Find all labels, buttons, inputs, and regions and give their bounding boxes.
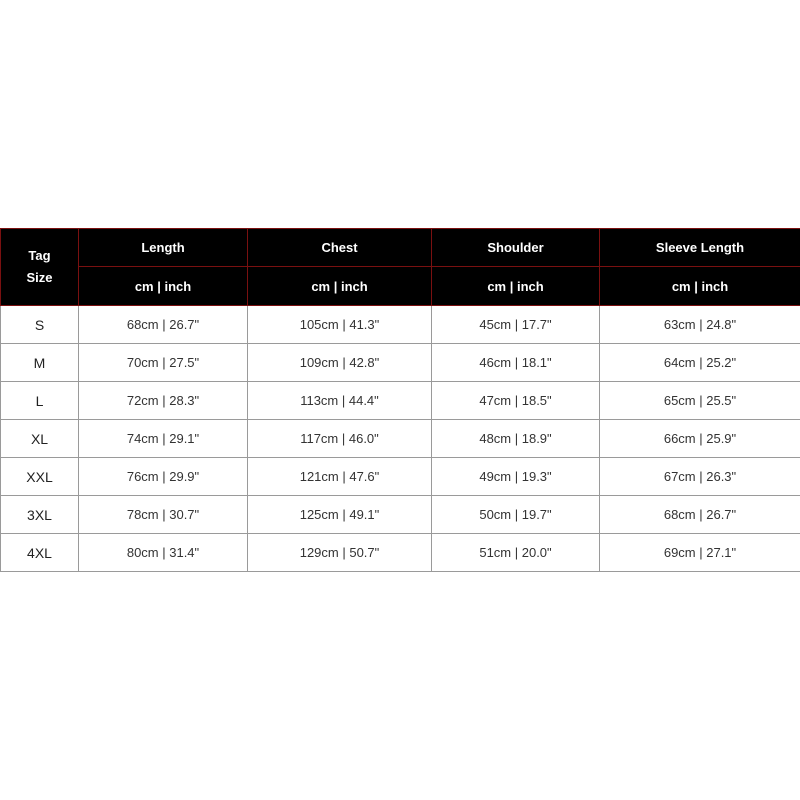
shoulder-cell: 45cm | 17.7": [432, 306, 600, 344]
header-sleeve-length: Sleeve Length: [600, 229, 800, 267]
shoulder-cell: 49cm | 19.3": [432, 458, 600, 496]
size-cell: M: [1, 344, 79, 382]
chest-cell: 121cm | 47.6": [248, 458, 432, 496]
size-cell: S: [1, 306, 79, 344]
sleeve-length-cell: 63cm | 24.8": [600, 306, 800, 344]
chest-cell: 125cm | 49.1": [248, 496, 432, 534]
length-cell: 76cm | 29.9": [79, 458, 248, 496]
unit-shoulder: cm | inch: [432, 267, 600, 306]
length-cell: 70cm | 27.5": [79, 344, 248, 382]
sleeve-length-cell: 68cm | 26.7": [600, 496, 800, 534]
table-header: [1, 229, 800, 306]
unit-length: cm | inch: [79, 267, 248, 306]
length-cell: 74cm | 29.1": [79, 420, 248, 458]
chest-cell: 105cm | 41.3": [248, 306, 432, 344]
table-row: [1, 534, 800, 572]
size-cell: L: [1, 382, 79, 420]
header-chest: Chest: [248, 229, 432, 267]
size-cell: XXL: [1, 458, 79, 496]
size-cell: 4XL: [1, 534, 79, 572]
size-chart-table: [0, 228, 800, 572]
chest-cell: 113cm | 44.4": [248, 382, 432, 420]
table-row: [1, 344, 800, 382]
shoulder-cell: 50cm | 19.7": [432, 496, 600, 534]
length-cell: 72cm | 28.3": [79, 382, 248, 420]
size-cell: XL: [1, 420, 79, 458]
unit-chest: cm | inch: [248, 267, 432, 306]
header-row-units: [1, 267, 800, 306]
unit-sleeve-length: cm | inch: [600, 267, 800, 306]
table-row: [1, 458, 800, 496]
shoulder-cell: 51cm | 20.0": [432, 534, 600, 572]
sleeve-length-cell: 69cm | 27.1": [600, 534, 800, 572]
shoulder-cell: 46cm | 18.1": [432, 344, 600, 382]
header-tag-size: [1, 229, 79, 306]
table-row: [1, 306, 800, 344]
chest-cell: 109cm | 42.8": [248, 344, 432, 382]
sleeve-length-cell: 67cm | 26.3": [600, 458, 800, 496]
chest-cell: 129cm | 50.7": [248, 534, 432, 572]
shoulder-cell: 47cm | 18.5": [432, 382, 600, 420]
table-row: [1, 382, 800, 420]
header-tag-label: Tag: [28, 248, 51, 263]
sleeve-length-cell: 64cm | 25.2": [600, 344, 800, 382]
table-row: [1, 420, 800, 458]
header-shoulder: Shoulder: [432, 229, 600, 267]
length-cell: 68cm | 26.7": [79, 306, 248, 344]
length-cell: 80cm | 31.4": [79, 534, 248, 572]
table-body: [1, 306, 800, 572]
header-row-measurements: [1, 229, 800, 267]
length-cell: 78cm | 30.7": [79, 496, 248, 534]
header-size-label: Size: [26, 270, 53, 285]
sleeve-length-cell: 65cm | 25.5": [600, 382, 800, 420]
shoulder-cell: 48cm | 18.9": [432, 420, 600, 458]
chest-cell: 117cm | 46.0": [248, 420, 432, 458]
sleeve-length-cell: 66cm | 25.9": [600, 420, 800, 458]
header-length: Length: [79, 229, 248, 267]
size-cell: 3XL: [1, 496, 79, 534]
table-row: [1, 496, 800, 534]
